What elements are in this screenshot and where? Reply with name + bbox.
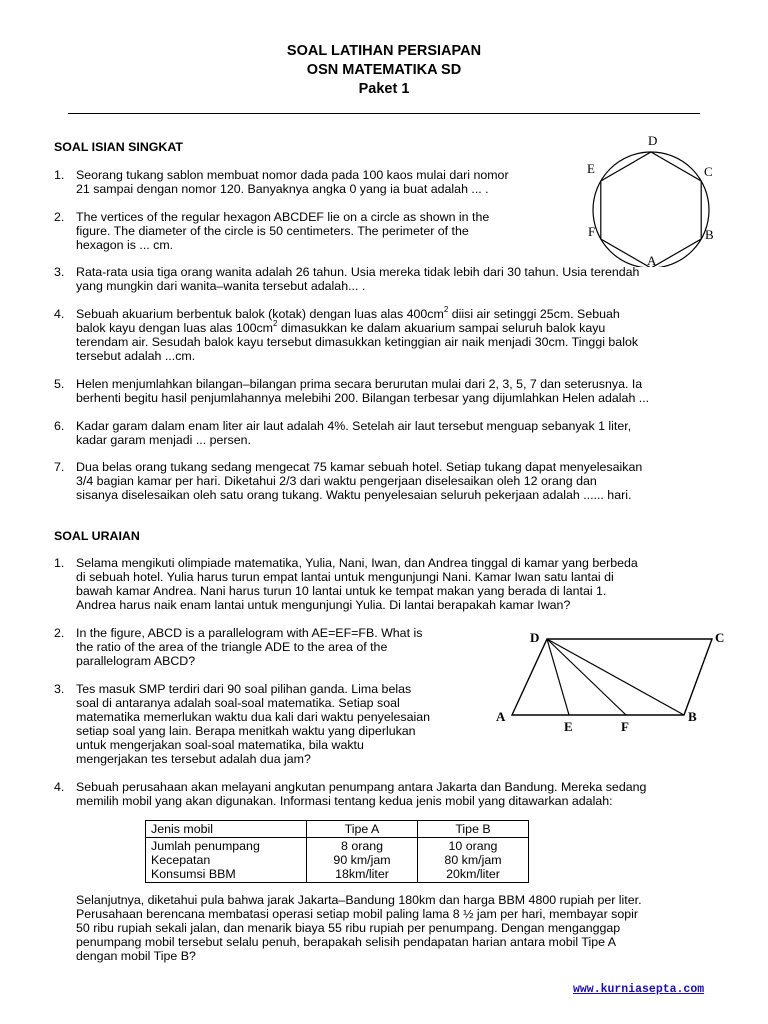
vertex-label-a: A: [496, 709, 506, 724]
question-line: Perusahaan berencana membatasi operasi setiap mobil paling lama 8 ½ jam per hari, membayar sopir: [76, 907, 639, 921]
footer-website-link[interactable]: www.kurniasepta.com: [573, 983, 705, 996]
table-header-cell: Tipe A: [307, 821, 418, 838]
question-line: setiap soal yang lain. Berapa menitkah waktu yang diperlukan: [76, 724, 416, 738]
cell-value: 10 orang: [448, 839, 498, 853]
parallelogram-shape: [512, 639, 712, 715]
question-line: kadar garam menjadi ... persen.: [76, 433, 251, 447]
question-line: memilih mobil yang akan digunakan. Informasi tentang kedua jenis mobil yang ditawarkan adalah:: [76, 794, 613, 808]
question-text: balok kayu dengan luas alas 100cm: [76, 321, 274, 335]
question-line: mengerjakan tes tersebut adalah dua jam?: [76, 752, 311, 766]
superscript: 2: [273, 319, 278, 328]
parallelogram-figure: [490, 627, 730, 737]
cell-value: 20km/liter: [446, 867, 500, 881]
hexagon-shape: [601, 152, 701, 267]
question-line: untuk mengerjakan soal-soal matematika, bila waktu: [76, 738, 364, 752]
question-line: Kadar garam dalam enam liter air laut adalah 4%. Setelah air laut tersebut menguap sebanyak 1 liter,: [76, 419, 632, 433]
question-line: Andrea harus naik enam lantai untuk mengunjungi Yulia. Di lantai berapakah kamar Iwan?: [76, 598, 571, 612]
question-number: 1.: [54, 556, 65, 570]
question-line: berhenti begitu hasil penjumlahannya melebihi 200. Bilangan terbesar yang dijumlahkan Helen adalah ...: [76, 391, 650, 405]
cell-value: 8 orang: [340, 839, 384, 853]
question-line: terendam air. Sesudah balok kayu tersebut dimasukkan ketinggian air naik menjadi 30cm. Tinggi balok: [76, 335, 639, 349]
question-number: 4.: [54, 780, 65, 794]
header-divider: [68, 113, 700, 114]
row-label: Kecepatan: [151, 853, 211, 867]
superscript: 2: [443, 305, 449, 314]
title-line-1: SOAL LATIHAN PERSIAPAN: [286, 43, 482, 59]
question-line: Helen menjumlahkan bilangan–bilangan prima secara berurutan mulai dari 2, 3, 5, 7 dan seterusnya. Ia: [76, 377, 643, 391]
question-line: parallelogram ABCD?: [76, 654, 196, 668]
question-number: 5.: [54, 377, 65, 391]
vertex-label-f: F: [588, 224, 596, 239]
question-line: bawah kamar Andrea. Nani harus turun 10 lantai untuk ke tempat makan yang berada di lantai 1.: [76, 584, 607, 598]
vertex-label-b: B: [688, 709, 697, 724]
question-number: 2.: [54, 210, 65, 224]
circumscribed-circle: [593, 152, 709, 267]
question-text: diisi air setinggi 25cm. Sebuah: [448, 307, 620, 321]
title-line-2: OSN MATEMATIKA SD: [306, 62, 462, 78]
question-line: Dua belas orang tukang sedang mengecat 75 kamar sebuah hotel. Setiap tukang dapat menyelesaikan: [76, 460, 643, 474]
vertex-label-d: D: [530, 630, 540, 645]
question-line: yang mungkin dari wanita–wanita tersebut adalah... .: [76, 279, 366, 293]
table-cell-tipe-a: [307, 838, 418, 883]
question-line: tersebut adalah ...cm.: [76, 349, 196, 363]
question-line: hexagon is ... cm.: [76, 238, 174, 252]
question-line: Rata-rata usia tiga orang wanita adalah 26 tahun. Usia mereka tidak lebih dari 30 tahun. Usia terendah: [76, 265, 640, 279]
question-line: Sebuah perusahaan akan melayani angkutan penumpang antara Jakarta dan Bandung. Mereka sedang: [76, 780, 647, 794]
section-title-uraian: SOAL URAIAN: [54, 529, 140, 543]
question-line: 50 ribu rupiah sekali jalan, dan menarik biaya 55 ribu rupiah per penumpang. Dengan menganggap: [76, 921, 621, 935]
vertex-label-a: A: [647, 253, 657, 267]
table-cell-tipe-b: [418, 838, 529, 883]
car-comparison-table: [145, 820, 529, 883]
question-line: 3/4 bagian kamar per hari. Diketahui 2/3 dari waktu pengerjaan diselesaikan oleh 12 orang dan: [76, 474, 597, 488]
question-line: Tes masuk SMP terdiri dari 90 soal pilihan ganda. Lima belas: [76, 682, 412, 696]
question-line: soal di antaranya adalah soal-soal matematika. Setiap soal: [76, 696, 400, 710]
question-line: figure. The diameter of the circle is 50 centimeters. The perimeter of the: [76, 224, 469, 238]
vertex-label-d: D: [648, 133, 658, 148]
question-number: 2.: [54, 626, 65, 640]
table-header-cell: Tipe B: [418, 821, 529, 838]
question-number: 6.: [54, 419, 65, 433]
question-line: Selama mengikuti olimpiade matematika, Yulia, Nani, Iwan, dan Andrea tinggal di kamar yang berbeda: [76, 556, 638, 570]
question-line: matematika memerlukan waktu dua kali dari waktu penyelesaian: [76, 710, 430, 724]
title-line-3: Paket 1: [358, 81, 410, 97]
question-line: sisanya diselesaikan oleh satu orang tukang. Waktu penyelesaian seluruh pekerjaan adalah ...... hari.: [76, 488, 632, 502]
question-line: 21 sampai dengan nomor 120. Banyaknya angka 0 yang ia buat adalah ... .: [76, 182, 489, 196]
hexagon-figure: [578, 132, 723, 267]
table-header-row: [146, 821, 529, 838]
question-number: 7.: [54, 460, 65, 474]
vertex-label-b: B: [705, 227, 714, 242]
segment-df: [547, 639, 626, 715]
point-label-e: E: [564, 719, 573, 734]
question-text: dimasukkan ke dalam akuarium sampai seluruh balok kayu: [277, 321, 606, 335]
row-label: Jumlah penumpang: [151, 839, 260, 853]
cell-value: 90 km/jam: [333, 853, 391, 867]
question-line: the ratio of the area of the triangle ADE to the area of the: [76, 640, 388, 654]
question-number: 1.: [54, 168, 65, 182]
point-label-f: F: [621, 719, 629, 734]
vertex-label-e: E: [587, 161, 595, 176]
cell-value: 80 km/jam: [444, 853, 502, 867]
question-line: penumpang mobil tersebut selalu penuh, berapakah selisih pendapatan harian antara mobil Tipe A: [76, 935, 617, 949]
question-line: Seorang tukang sablon membuat nomor dada pada 100 kaos mulai dari nomor: [76, 168, 509, 182]
vertex-label-c: C: [704, 164, 713, 179]
cell-value: 18km/liter: [335, 867, 389, 881]
question-line: In the figure, ABCD is a parallelogram with AE=EF=FB. What is: [76, 626, 423, 640]
question-text: Sebuah akuarium berbentuk balok (kotak) dengan luas alas 400cm: [76, 307, 444, 321]
question-number: 3.: [54, 682, 65, 696]
table-header-cell: Jenis mobil: [146, 821, 307, 838]
vertex-label-c: C: [715, 630, 725, 645]
section-title-isian: SOAL ISIAN SINGKAT: [54, 140, 183, 154]
table-cell-labels: [146, 838, 307, 883]
row-label: Konsumsi BBM: [151, 867, 236, 881]
table-row: [146, 838, 529, 883]
question-line: dengan mobil Tipe B?: [76, 949, 196, 963]
question-number: 4.: [54, 307, 65, 321]
question-line: The vertices of the regular hexagon ABCDEF lie on a circle as shown in the: [76, 210, 490, 224]
question-line: di sebuah hotel. Yulia harus turun empat lantai untuk mengunjungi Nani. Kamar Iwan satu lantai di: [76, 570, 614, 584]
question-line: Selanjutnya, diketahui pula bahwa jarak Jakarta–Bandung 180km dan harga BBM 4800 rupiah per liter.: [76, 893, 642, 907]
segment-db: [547, 639, 684, 715]
question-number: 3.: [54, 265, 65, 279]
